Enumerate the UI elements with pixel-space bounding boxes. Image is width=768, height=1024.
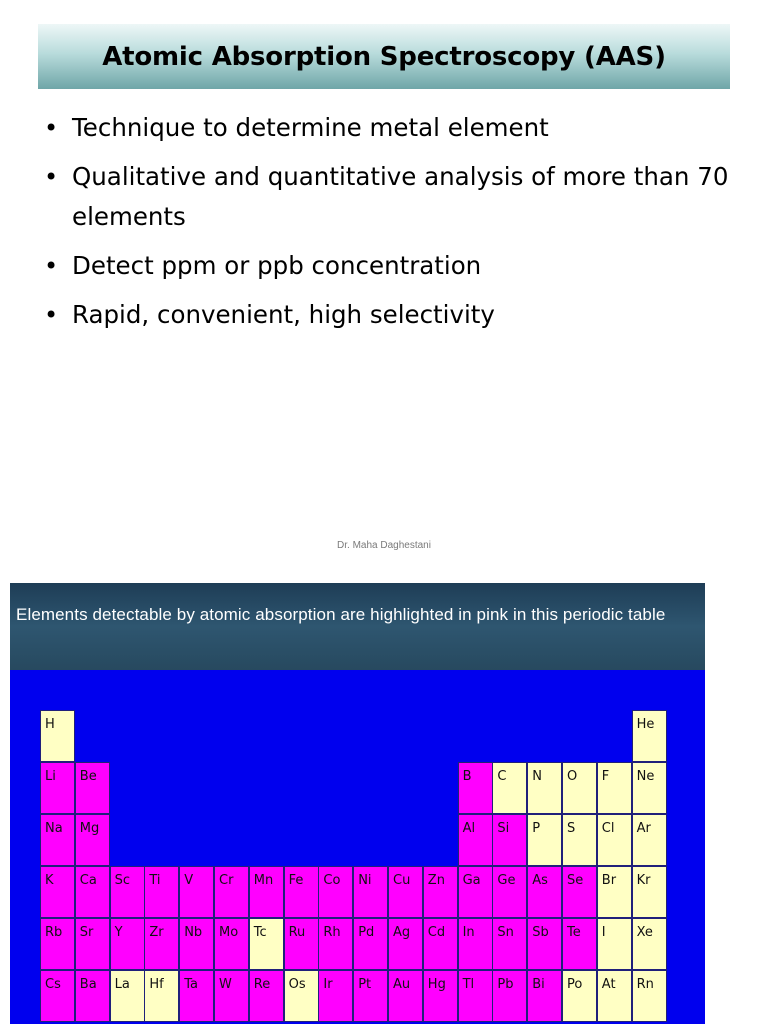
slide-title-bar — [38, 24, 730, 89]
bullet-text: Detect ppm or ppb concentration — [72, 251, 482, 280]
element-cell-cu: Cu — [388, 866, 423, 918]
element-cell-he: He — [632, 710, 667, 762]
element-cell-se: Se — [562, 866, 597, 918]
element-cell-hf: Hf — [144, 970, 179, 1022]
element-cell-na: Na — [40, 814, 75, 866]
element-cell-zr: Zr — [144, 918, 179, 970]
bullet-text: Technique to determine metal element — [72, 113, 549, 142]
element-cell-cr: Cr — [214, 866, 249, 918]
element-cell-al: Al — [458, 814, 493, 866]
element-cell-pt: Pt — [353, 970, 388, 1022]
element-cell-cl: Cl — [597, 814, 632, 866]
element-cell-ti: Ti — [144, 866, 179, 918]
element-cell-fe: Fe — [284, 866, 319, 918]
element-cell-sb: Sb — [527, 918, 562, 970]
element-cell-te: Te — [562, 918, 597, 970]
element-cell-be: Be — [75, 762, 110, 814]
periodic-table-grid — [10, 583, 705, 1024]
slide-title: Atomic Absorption Spectroscopy (AAS) — [102, 41, 666, 72]
element-cell-k: K — [40, 866, 75, 918]
element-cell-si: Si — [492, 814, 527, 866]
element-cell-ga: Ga — [458, 866, 493, 918]
bullet-item — [42, 108, 732, 148]
element-cell-y: Y — [110, 918, 145, 970]
element-cell-li: Li — [40, 762, 75, 814]
element-cell-kr: Kr — [632, 866, 667, 918]
element-cell-ba: Ba — [75, 970, 110, 1022]
element-cell-sc: Sc — [110, 866, 145, 918]
element-cell-n: N — [527, 762, 562, 814]
element-cell-f: F — [597, 762, 632, 814]
element-cell-bi: Bi — [527, 970, 562, 1022]
element-cell-po: Po — [562, 970, 597, 1022]
element-cell-sr: Sr — [75, 918, 110, 970]
element-cell-ar: Ar — [632, 814, 667, 866]
element-cell-os: Os — [284, 970, 319, 1022]
element-cell-au: Au — [388, 970, 423, 1022]
element-cell-cd: Cd — [423, 918, 458, 970]
element-cell-tc: Tc — [249, 918, 284, 970]
bullet-dot-icon: • — [44, 301, 59, 329]
element-cell-b: B — [458, 762, 493, 814]
bullet-dot-icon: • — [44, 163, 59, 191]
element-cell-as: As — [527, 866, 562, 918]
element-cell-pb: Pb — [492, 970, 527, 1022]
element-cell-i: I — [597, 918, 632, 970]
element-cell-ca: Ca — [75, 866, 110, 918]
element-cell-la: La — [110, 970, 145, 1022]
element-cell-nb: Nb — [179, 918, 214, 970]
element-cell-sn: Sn — [492, 918, 527, 970]
element-cell-mn: Mn — [249, 866, 284, 918]
element-cell-v: V — [179, 866, 214, 918]
element-cell-h: H — [40, 710, 75, 762]
slide-footer: Dr. Maha Daghestani — [337, 540, 431, 551]
bullet-item — [42, 295, 732, 335]
element-cell-co: Co — [318, 866, 353, 918]
element-cell-xe: Xe — [632, 918, 667, 970]
element-cell-ir: Ir — [318, 970, 353, 1022]
element-cell-ne: Ne — [632, 762, 667, 814]
bullet-text: Qualitative and quantitative analysis of more than 70 elements — [72, 162, 729, 231]
element-cell-cs: Cs — [40, 970, 75, 1022]
element-cell-in: In — [458, 918, 493, 970]
figure-caption: Elements detectable by atomic absorption are highlighted in pink in this periodic table — [16, 605, 666, 624]
element-cell-ni: Ni — [353, 866, 388, 918]
element-cell-at: At — [597, 970, 632, 1022]
element-cell-mg: Mg — [75, 814, 110, 866]
element-cell-hg: Hg — [423, 970, 458, 1022]
periodic-table-figure — [10, 583, 705, 1024]
element-cell-s: S — [562, 814, 597, 866]
element-cell-rh: Rh — [318, 918, 353, 970]
bullet-dot-icon: • — [44, 252, 59, 280]
element-cell-ru: Ru — [284, 918, 319, 970]
bullet-item — [42, 246, 732, 286]
bullet-text: Rapid, convenient, high selectivity — [72, 300, 495, 329]
element-cell-re: Re — [249, 970, 284, 1022]
element-cell-tl: Tl — [458, 970, 493, 1022]
element-cell-br: Br — [597, 866, 632, 918]
element-cell-ge: Ge — [492, 866, 527, 918]
bullet-item — [42, 157, 732, 237]
element-cell-w: W — [214, 970, 249, 1022]
element-cell-pd: Pd — [353, 918, 388, 970]
element-cell-p: P — [527, 814, 562, 866]
element-cell-c: C — [492, 762, 527, 814]
element-cell-ag: Ag — [388, 918, 423, 970]
element-cell-rb: Rb — [40, 918, 75, 970]
element-cell-rn: Rn — [632, 970, 667, 1022]
element-cell-ta: Ta — [179, 970, 214, 1022]
element-cell-zn: Zn — [423, 866, 458, 918]
bullet-list — [42, 108, 732, 344]
bullet-dot-icon: • — [44, 114, 59, 142]
element-cell-o: O — [562, 762, 597, 814]
element-cell-mo: Mo — [214, 918, 249, 970]
